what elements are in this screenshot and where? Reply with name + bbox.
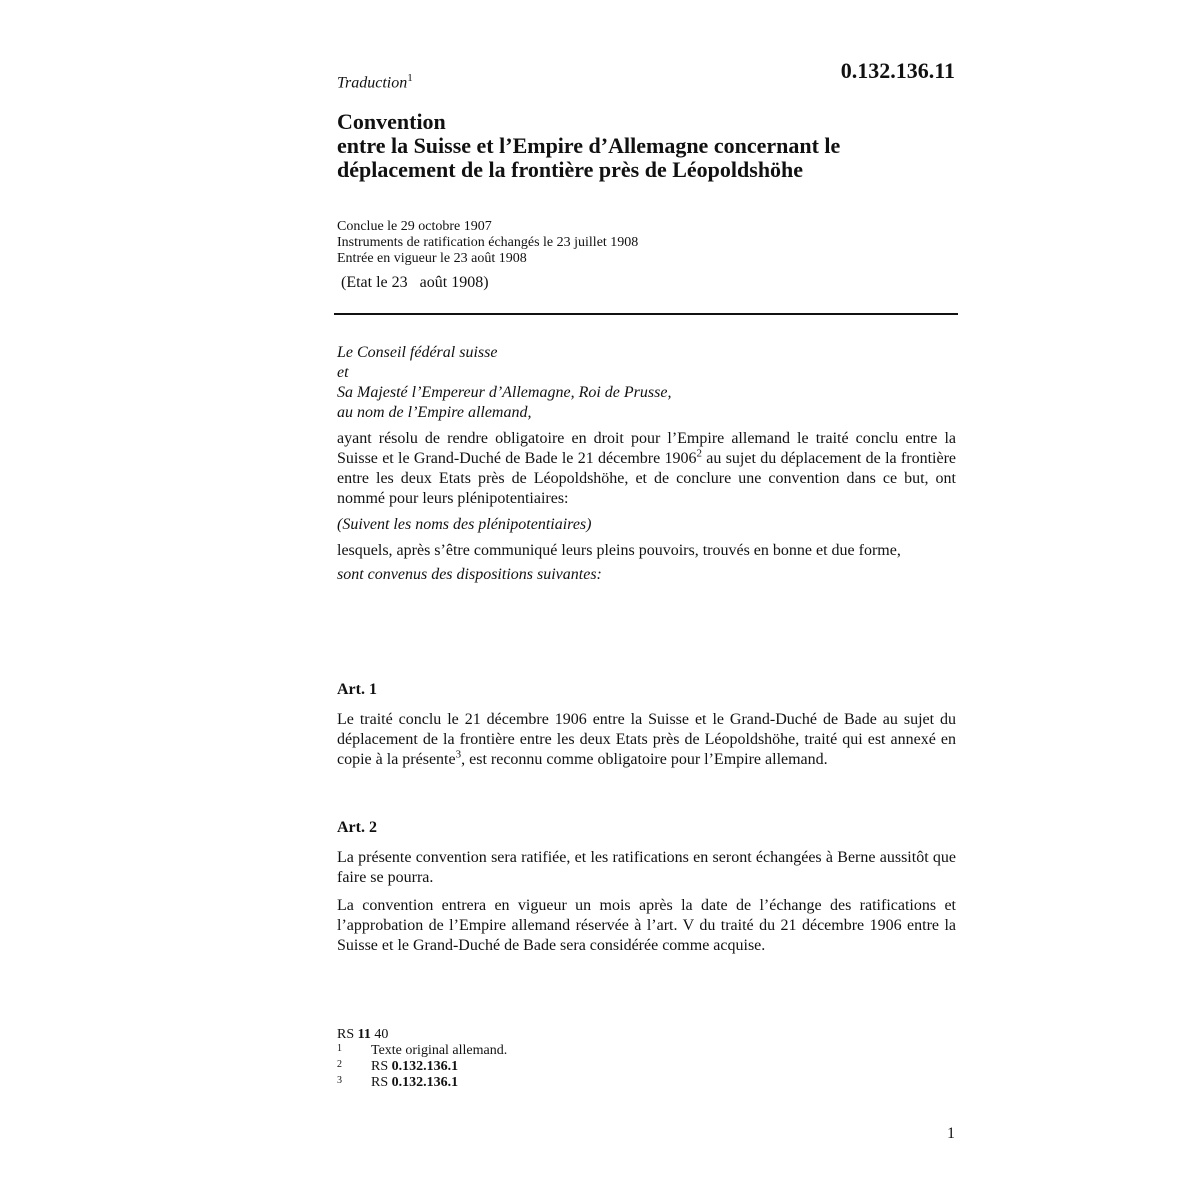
title-line-2: entre la Suisse et l’Empire d’Allemagne concernant le — [337, 133, 841, 158]
footnote-3-number: 3 — [337, 1075, 342, 1086]
article-1-text-b: , est reconnu comme obligatoire pour l’Empire allemand. — [461, 751, 828, 768]
document-title — [337, 110, 937, 182]
article-1-heading: Art. 1 — [337, 681, 377, 698]
meta-instruments: Instruments de ratification échangés le 23 juillet 1908 — [337, 235, 639, 250]
meta-entree: Entrée en vigueur le 23 août 1908 — [337, 251, 527, 266]
traduction-text: Traduction — [337, 74, 408, 92]
document-page — [337, 0, 957, 1200]
traduction-footnote-ref[interactable]: 1 — [407, 72, 413, 84]
article-1-text — [337, 710, 956, 770]
footnote-ref-2[interactable]: 2 — [696, 447, 702, 460]
footnote-3 — [337, 1075, 507, 1091]
page-number: 1 — [947, 1125, 955, 1142]
rs-reference — [337, 1027, 507, 1043]
footnote-ref-3[interactable]: 3 — [455, 748, 462, 761]
preamble-party-1: Le Conseil fédéral suisse — [337, 344, 498, 361]
document-meta — [337, 219, 638, 267]
preamble-ayant-a: ayant résolu de rendre obligatoire en droit pour l’Empire allemand le traité conclu entre la Suisse et le Grand-Duché de Bade le 21 décembre 1906 — [337, 430, 956, 467]
footnote-3-prefix: RS — [371, 1075, 392, 1090]
footnote-2-prefix: RS — [371, 1059, 392, 1074]
footnote-2 — [337, 1059, 507, 1075]
footnote-2-number: 2 — [337, 1059, 342, 1070]
article-1 — [337, 680, 956, 770]
article-2-para-1: La présente convention sera ratifiée, et les ratifications en seront échangées à Berne aussitôt que faire se pourra. — [337, 849, 956, 886]
rs-suffix: 40 — [370, 1027, 389, 1042]
footnote-1 — [337, 1043, 507, 1059]
title-line-3: déplacement de la frontière près de Léopoldshöhe — [337, 157, 804, 182]
article-2-para-2: La convention entrera en vigueur un mois après la date de l’échange des ratifications et l’approbation de l’Empire allemand réservée à l’art. V du traité du 21 décembre 1906 entre la Suisse et le Grand-Duché de Bade sera considérée comme acquise. — [337, 897, 956, 954]
article-1-text-a: Le traité conclu le 21 décembre 1906 entre la Suisse et le Grand-Duché de Bade au sujet du déplacement de la frontière entre les deux Etats près de Léopoldshöhe, traité qui est annexé en copie à la présente — [337, 711, 956, 768]
footnote-1-text: Texte original allemand. — [371, 1043, 508, 1058]
traduction-label — [337, 72, 413, 92]
preamble-suivent: (Suivent les noms des plénipotentiaires) — [337, 516, 592, 533]
preamble-ayant-b: au sujet du déplacement de la frontière entre les deux Etats près de Léopoldshöhe, et de conclure une convention dans ce but, ont nommé pour leurs plénipotentiaires: — [337, 450, 957, 507]
preamble — [337, 343, 956, 585]
rs-prefix: RS — [337, 1027, 358, 1042]
meta-etat: (Etat le 23 août 1908) — [341, 274, 489, 291]
footnote-3-rs-link[interactable]: 0.132.136.1 — [391, 1075, 459, 1090]
article-2 — [337, 818, 956, 956]
article-2-heading: Art. 2 — [337, 819, 377, 836]
preamble-party-2: Sa Majesté l’Empereur d’Allemagne, Roi de Prusse, — [337, 384, 672, 401]
meta-conclue: Conclue le 29 octobre 1907 — [337, 219, 492, 234]
preamble-et: et — [337, 364, 349, 381]
footnotes — [337, 1027, 507, 1091]
rs-bold: 11 — [357, 1027, 371, 1042]
sr-number: 0.132.136.11 — [840, 58, 955, 83]
preamble-party-2-b: au nom de l’Empire allemand, — [337, 404, 532, 421]
title-line-1: Convention — [337, 109, 446, 134]
footnote-2-rs-link[interactable]: 0.132.136.1 — [391, 1059, 459, 1074]
header-divider — [334, 313, 958, 315]
preamble-ayant — [337, 429, 956, 509]
preamble-sont: sont convenus des dispositions suivantes: — [337, 566, 602, 583]
preamble-lesquels: lesquels, après s’être communiqué leurs pleins pouvoirs, trouvés en bonne et due forme, — [337, 542, 901, 559]
footnote-1-number: 1 — [337, 1043, 342, 1054]
